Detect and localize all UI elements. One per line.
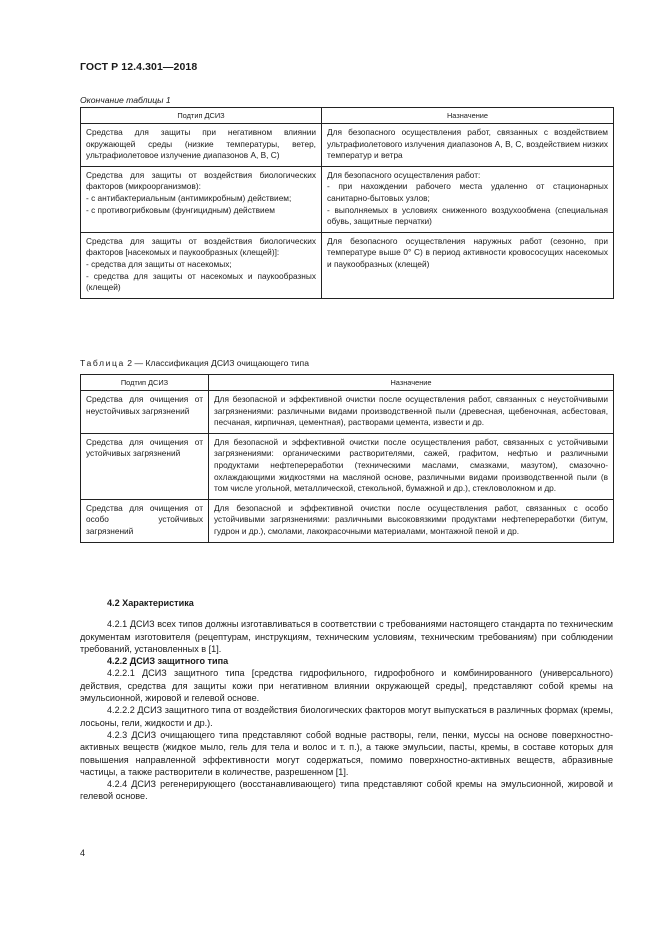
section-heading: 4.2.2 ДСИЗ защитного типа	[107, 656, 229, 667]
cell-line: Средства для защиты при негативном влиянии окружающей среды (низкие температуры, ветер, ультрафиолетовое излучение диапазонов А, В, С)	[86, 127, 316, 161]
cell-line: Для безопасного осуществления работ, связанных с воздействием ультрафиолетового излучения диапазонов А, В, С, воздействием низких температур и ветра	[327, 127, 608, 161]
page-number: 4	[80, 848, 86, 858]
cell-line: Для безопасного осуществления работ:	[327, 169, 481, 180]
document-header: ГОСТ Р 12.4.301—2018	[80, 61, 198, 73]
table2-cell-subtype: Средства для очищения от устойчивых загрязнений	[81, 433, 209, 499]
table2-cell-subtype: Средства для очищения от неустойчивых загрязнений	[81, 391, 209, 434]
paragraph: 4.2.1 ДСИЗ всех типов должны изготавливаться в соответствии с требованиями настоящего стандарта по техническим документам изготовителя (рецептурам, инструкциям, техническим условиям, техническим требованиям) при соблюдении требований, установленных в [1].	[80, 619, 613, 654]
table2-caption	[80, 358, 309, 368]
paragraph: 4.2.3 ДСИЗ очищающего типа представляют собой водные растворы, гели, пенки, муссы на основе поверхностно-активных веществ (жидкое мыло, гель для тела и волос и т. п.), а также эмульсии, пасты, кремы, в составе которых для повышения направленной эффективности могут содержаться, помимо поверхностно-активных веществ, абразивные частицы, а также растворители в количестве, разрешенном [1].	[80, 729, 613, 777]
table1-header-row	[81, 108, 614, 124]
cell-line: - при нахождении рабочего места удаленно от стационарных санитарно-бытовых узлов;	[327, 181, 608, 203]
table1-caption: Окончание таблицы 1	[80, 95, 171, 105]
paragraph: 4.2.4 ДСИЗ регенерирующего (восстанавливающего) типа представляют собой кремы на эмульсионной, жировой и гелевой основе.	[80, 779, 613, 802]
table1-header-purpose: Назначение	[322, 108, 614, 124]
table1-cell-purpose	[322, 166, 614, 232]
table2-header-row	[81, 375, 614, 391]
table-row	[81, 166, 614, 232]
table2-header-subtype: Подтип ДСИЗ	[81, 375, 209, 391]
table-row	[81, 433, 614, 499]
paragraph: 4.2.2.2 ДСИЗ защитного типа от воздействия биологических факторов могут выпускаться в различных формах (кремы, лосьоны, гели, жидкости и др.).	[80, 705, 613, 728]
cell-line: - средства для защиты от насекомых и паукообразных (клещей)	[86, 270, 316, 293]
table2-caption-label: Таблица	[80, 358, 125, 368]
table-row	[81, 124, 614, 167]
cell-line: - средства для защиты от насекомых;	[86, 258, 232, 269]
table2-caption-text: 2 — Классификация ДСИЗ очищающего типа	[124, 358, 309, 368]
section-heading: 4.2 Характеристика	[107, 598, 194, 608]
table-row	[81, 499, 614, 542]
cell-line: - с противогрибковым (фунгицидным) действием	[86, 204, 276, 215]
table2-cell-purpose: Для безопасной и эффективной очистки после осуществления работ, связанных с неустойчивыми загрязнениями: различными видами производственной пыли (древесная, щебеночная, асбестовая, песчаная, кирпичная, цементная), растворами цемента, извести и др.	[209, 391, 614, 434]
table1-header-subtype: Подтип ДСИЗ	[81, 108, 322, 124]
cell-line: - с антибактериальным (антимикробным) действием;	[86, 192, 292, 203]
cell-line: - выполняемых в условиях сниженного воздухообмена (специальная обувь, защитные перчатки)	[327, 204, 608, 227]
table-row	[81, 391, 614, 434]
cell-line: Средства для защиты от воздействия биологических факторов [насекомых и паукообразных (клещей)]:	[86, 235, 316, 258]
table2-header-purpose: Назначение	[209, 375, 614, 391]
table1-cell-purpose	[322, 232, 614, 298]
cell-line: Для безопасного осуществления наружных работ (сезонно, при температуре выше 0° С) в период активности кровососущих насекомых и паукообразных (клещей)	[327, 235, 608, 269]
paragraph: 4.2.2.1 ДСИЗ защитного типа [средства гидрофильного, гидрофобного и комбинированного (универсального) действия, средства для защиты кожи при негативном влиянии окружающей среды], представляют собой кремы на эмульсионной, жировой и гелевой основе.	[80, 668, 613, 704]
section-4-2	[80, 597, 613, 803]
table1-cell-subtype	[81, 166, 322, 232]
table1-cell-subtype	[81, 232, 322, 298]
table1	[80, 107, 614, 299]
table1-cell-subtype	[81, 124, 322, 167]
table-row	[81, 232, 614, 298]
table2-cell-purpose: Для безопасной и эффективной очистки после осуществления работ, связанных с устойчивыми загрязнениями: органическими растворителями, сажей, графитом, нефтью и различными продуктами нефтепереработки (техническими маслами, смазками, мазутом), смазочно-охлаждающими жидкостями на масляной основе, различными видами производственной пыли (в том числе угольной, металлической, стекольной, бумажной и др.), стекловолокном и др.	[209, 433, 614, 499]
cell-line: Средства для защиты от воздействия биологических факторов (микроорганизмов):	[86, 169, 316, 192]
table2	[80, 374, 614, 543]
table1-cell-purpose	[322, 124, 614, 167]
table2-cell-subtype: Средства для очищения от особо устойчивых загрязнений	[81, 499, 209, 542]
table2-cell-purpose: Для безопасной и эффективной очистки после осуществления работ, связанных с особо устойчивыми загрязнениями: различными высоковязкими продуктами нефтепереработки (битум, гудрон и др.), смолами, лакокрасочными материалами, монтажной пеной и др.	[209, 499, 614, 542]
